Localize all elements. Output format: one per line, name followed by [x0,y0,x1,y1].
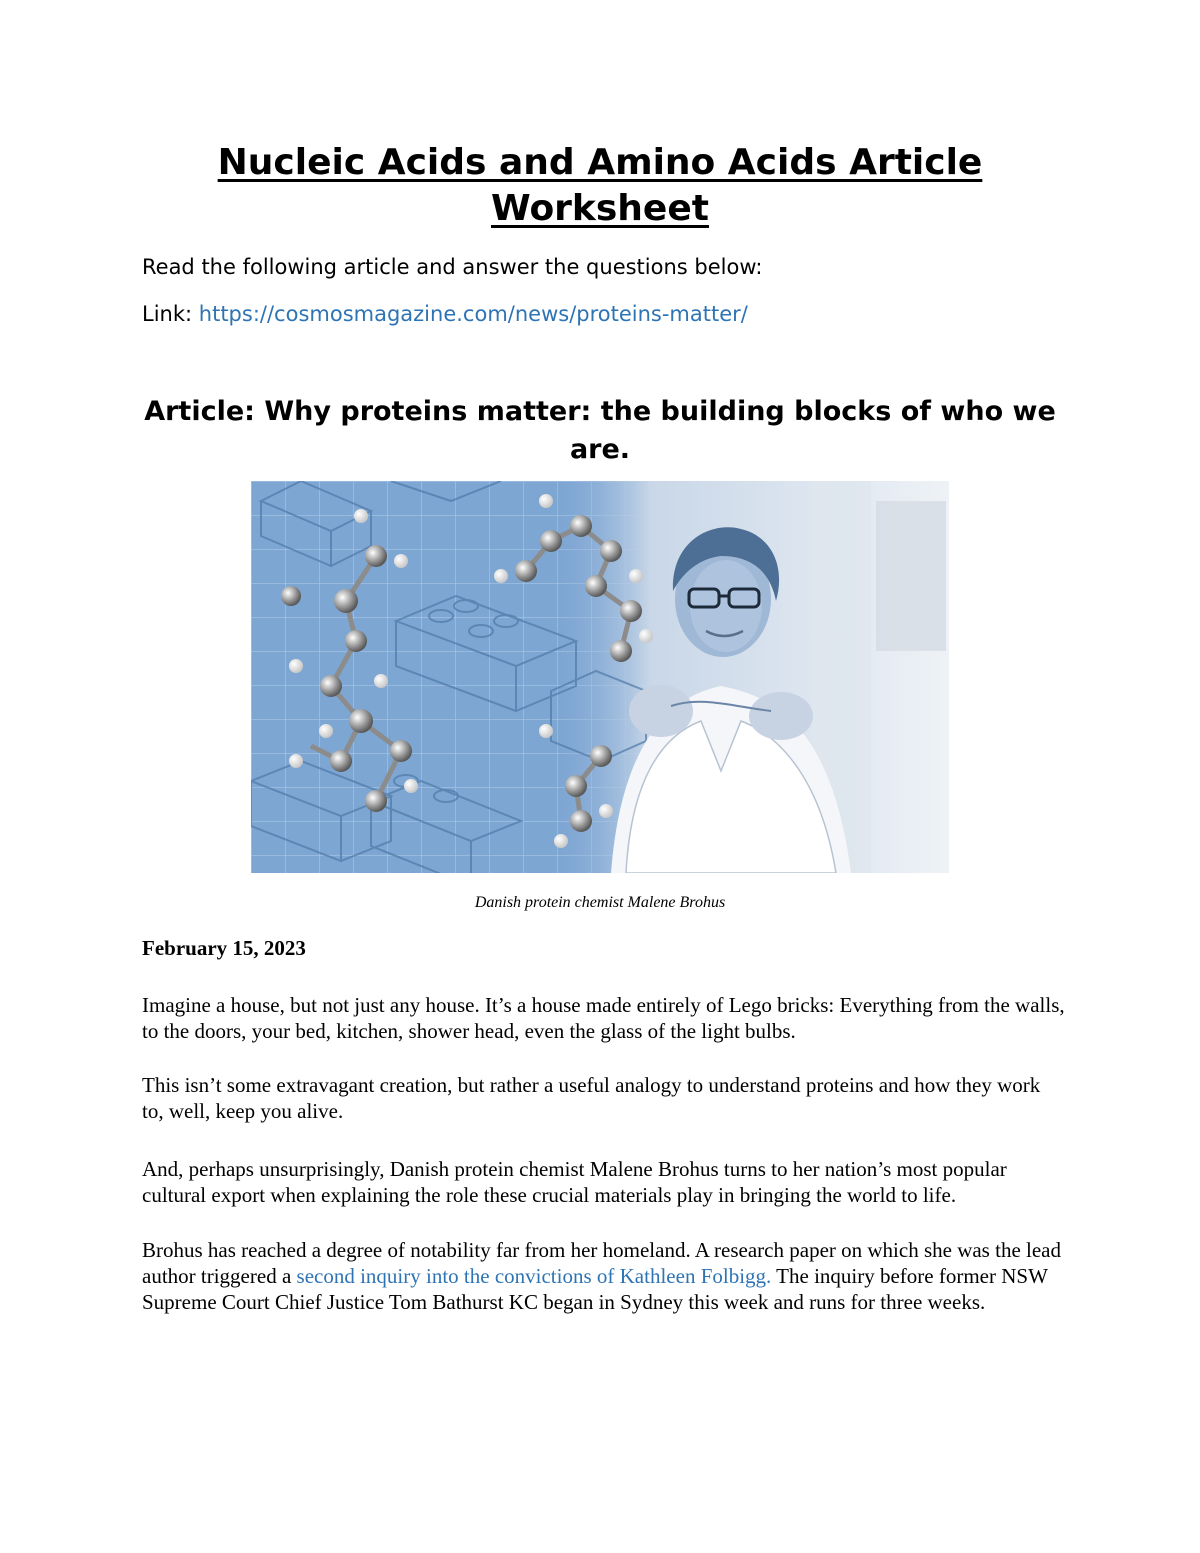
link-label: Link: [142,302,193,326]
source-link-line [142,299,1062,329]
article-paragraph-1: Imagine a house, but not just any house. It’s a house made entirely of Lego bricks: Everything from the walls, to the doors, your bed, kitchen, shower head, even the glass of the light bulbs. [142,993,1065,1043]
worksheet-title: Nucleic Acids and Amino Acids Article Worksheet [217,142,983,229]
article-paragraph-3: And, perhaps unsurprisingly, Danish protein chemist Malene Brohus turns to her nation’s most popular cultural export when explaining the role these crucial materials play in bringing the world to life. [142,1157,1007,1207]
instructions-text: Read the following article and answer the questions below: [142,255,763,279]
inquiry-link[interactable]: second inquiry into the convictions of Kathleen Folbigg. [296,1264,772,1288]
image-caption: Danish protein chemist Malene Brohus [474,894,726,911]
paragraph-4-text-before: Brohus has reached a degree of notability far from her homeland. A research paper on which she was the lead author triggered a [142,1238,1061,1288]
article-paragraph-4 [142,1237,1067,1315]
article-paragraph-2: This isn’t some extravagant creation, but rather a useful analogy to understand proteins and how they work to, well, keep you alive. [142,1073,1041,1123]
article-heading: Article: Why proteins matter: the building blocks of who we are. [144,396,1056,465]
article-date: February 15, 2023 [142,936,306,960]
paragraph-4-text-after: The inquiry before former NSW Supreme Court Chief Justice Tom Bathurst KC began in Sydney this week and runs for three weeks. [142,1264,1048,1314]
article-image [251,481,949,873]
source-link[interactable]: https://cosmosmagazine.com/news/proteins-matter/ [198,302,748,326]
